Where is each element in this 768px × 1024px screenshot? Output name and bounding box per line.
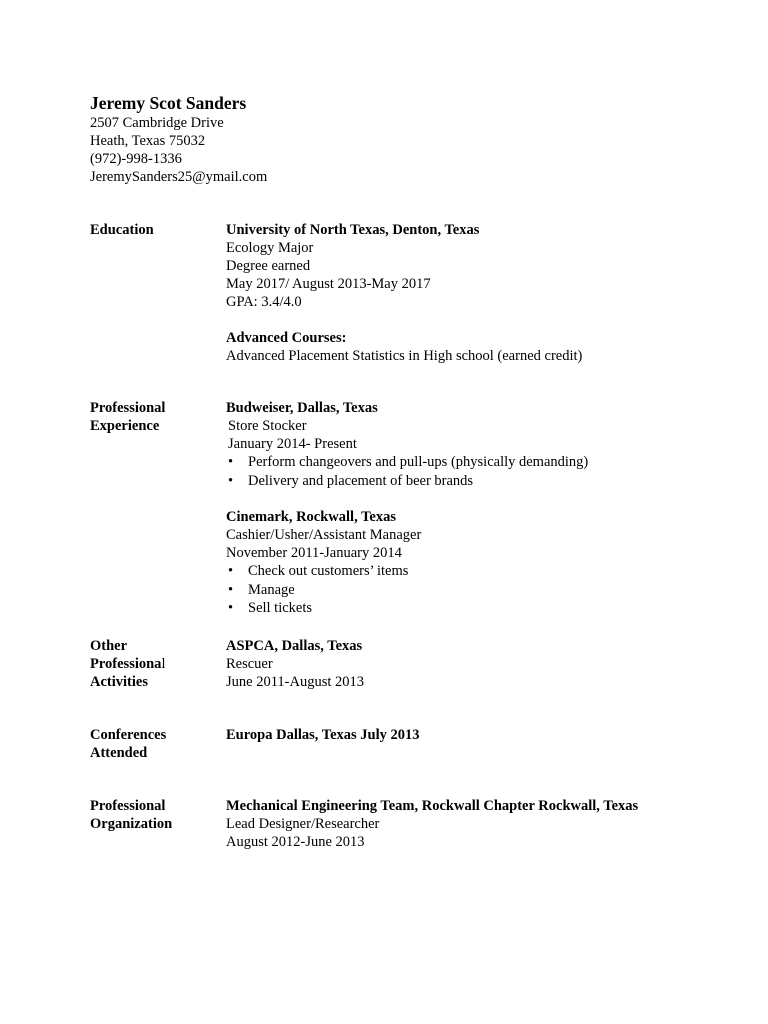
- spacer: [226, 311, 746, 329]
- organization-label-line2: Organization: [90, 816, 173, 832]
- list-item: [226, 581, 746, 600]
- bullet-icon: •: [228, 454, 234, 470]
- bullet-icon: •: [228, 600, 234, 616]
- employer-name: Budweiser, Dallas, Texas: [226, 400, 378, 416]
- education-label-text: Education: [90, 222, 154, 238]
- duty-text: Manage: [248, 581, 295, 598]
- experience-label-line2: Experience: [90, 418, 160, 434]
- major: Ecology Major: [226, 240, 314, 256]
- conferences-label-line2: Attended: [90, 745, 148, 761]
- activities-label-line2: [90, 655, 220, 673]
- bullet-icon: •: [228, 563, 234, 579]
- duty-text: Check out customers’ items: [248, 563, 409, 579]
- courses-heading: Advanced Courses:: [226, 330, 347, 346]
- activity-role: Rescuer: [226, 656, 273, 672]
- conferences-label-line1: Conferences: [90, 727, 167, 743]
- experience-label: [90, 399, 220, 435]
- organization-role: Lead Designer/Researcher: [226, 816, 380, 832]
- phone-number: (972)-998-1336: [90, 151, 182, 167]
- organization-name: Mechanical Engineering Team, Rockwall Chapter Rockwall, Texas: [226, 798, 639, 814]
- activities-label-line1: Other: [90, 638, 128, 654]
- experience-label-line1: Professional: [90, 400, 166, 416]
- conference-event: Europa Dallas, Texas July 2013: [226, 727, 420, 743]
- conferences-label: [90, 726, 220, 762]
- list-item: [226, 562, 746, 581]
- activities-label: [90, 637, 220, 691]
- education-dates: May 2017/ August 2013-May 2017: [226, 276, 431, 292]
- list-item: [226, 472, 746, 491]
- duty-text: Sell tickets: [248, 600, 313, 616]
- list-item: [226, 453, 746, 472]
- spacer: [226, 490, 746, 508]
- activities-label-line2-b: l: [161, 656, 166, 672]
- organization-body: [226, 797, 746, 851]
- experience-body: [226, 399, 746, 618]
- activities-body: [226, 637, 746, 691]
- employer-name: Cinemark, Rockwall, Texas: [226, 509, 396, 525]
- list-item: [226, 599, 746, 618]
- applicant-name: Jeremy Scot Sanders: [90, 93, 247, 113]
- activities-label-line3: Activities: [90, 674, 148, 690]
- job-dates: November 2011-January 2014: [226, 545, 402, 561]
- gpa: GPA: 3.4/4.0: [226, 294, 302, 310]
- organization-label-line1: Professional: [90, 798, 166, 814]
- bullet-icon: •: [228, 581, 234, 598]
- job-entry-cinemark: [226, 508, 746, 618]
- city-state-zip: Heath, Texas 75032: [90, 133, 206, 149]
- job-entry-budweiser: [226, 399, 746, 490]
- duty-text: Perform changeovers and pull-ups (physically demanding): [248, 454, 589, 470]
- bullet-icon: •: [228, 472, 234, 489]
- organization-dates: August 2012-June 2013: [226, 834, 365, 850]
- email-address: JeremySanders25@ymail.com: [90, 169, 268, 185]
- education-label: [90, 221, 220, 239]
- education-body: [226, 221, 746, 365]
- activities-label-line2-a: Professiona: [90, 656, 162, 672]
- job-duties-list: [226, 562, 746, 618]
- duty-text: Delivery and placement of beer brands: [248, 472, 474, 489]
- activity-org: ASPCA, Dallas, Texas: [226, 638, 363, 654]
- conferences-body: [226, 726, 746, 744]
- job-title: Store Stocker: [228, 418, 307, 434]
- job-dates: January 2014- Present: [228, 436, 357, 452]
- degree-status: Degree earned: [226, 258, 311, 274]
- organization-label: [90, 797, 220, 833]
- school-name: University of North Texas, Denton, Texas: [226, 222, 480, 238]
- street-address: 2507 Cambridge Drive: [90, 115, 224, 131]
- contact-header: [90, 93, 267, 186]
- job-duties-list: [226, 453, 746, 490]
- courses-text: Advanced Placement Statistics in High school (earned credit): [226, 348, 583, 364]
- activity-dates: June 2011-August 2013: [226, 674, 365, 690]
- job-title: Cashier/Usher/Assistant Manager: [226, 527, 422, 543]
